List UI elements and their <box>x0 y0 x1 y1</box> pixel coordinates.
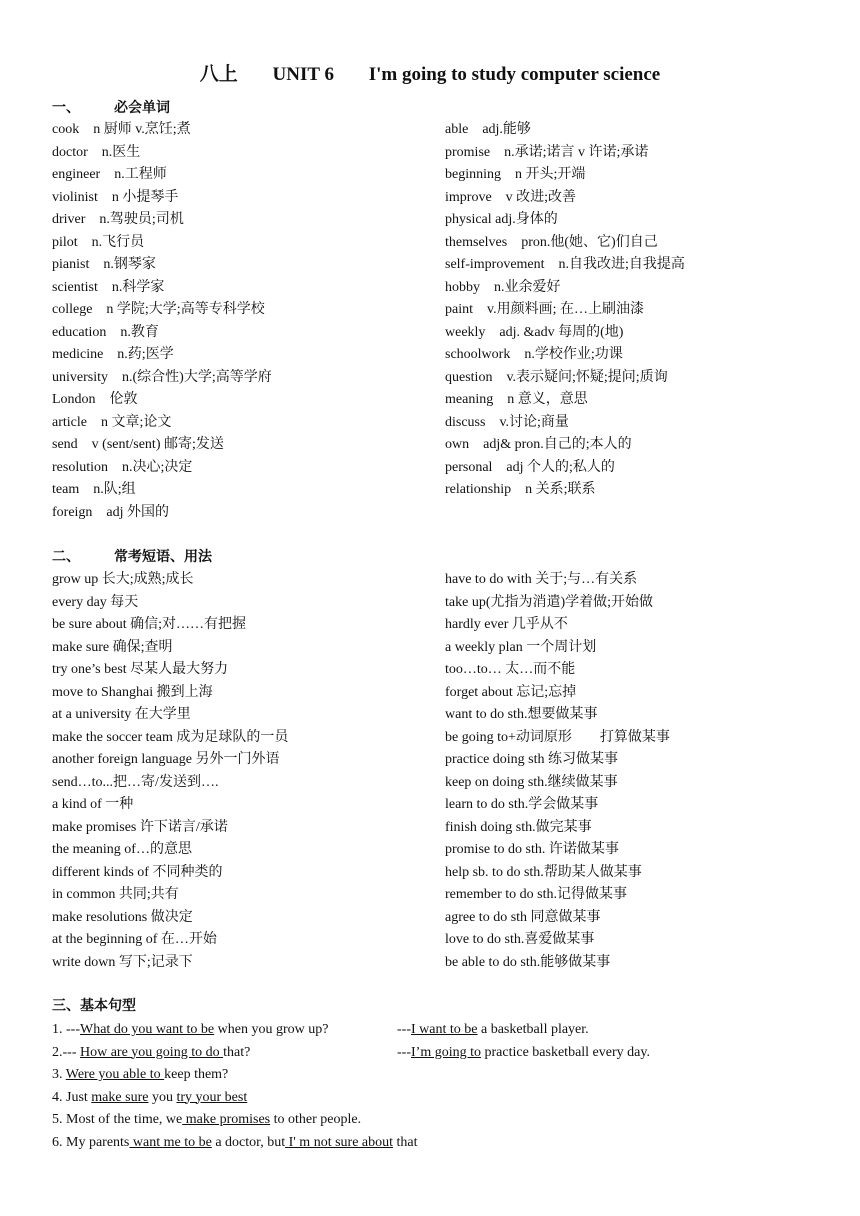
phrase-item: have to do with 关于;与…有关系 <box>445 572 638 587</box>
section1-left-column <box>52 119 442 524</box>
vocab-item: violinist n 小提琴手 <box>52 189 179 205</box>
title-unit: UNIT 6 <box>272 64 334 85</box>
phrase-item: make resolutions 做决定 <box>52 909 193 925</box>
phrase-item: agree to do sth 同意做某事 <box>445 909 601 925</box>
phrase-item: be going to+动词原形 打算做某事 <box>445 729 670 745</box>
s6-blank-2: I' m not sure about <box>285 1134 394 1150</box>
s4-blank-1: make sure <box>91 1089 149 1105</box>
vocab-item: beginning n 开头;开端 <box>445 167 586 182</box>
s2-text-1: that? <box>223 1044 251 1060</box>
s2-blank-2: I’m going to <box>411 1044 481 1060</box>
phrase-item: take up(尤指为消遣)学着做;开始做 <box>445 594 654 610</box>
vocab-item: doctor n.医生 <box>52 144 141 160</box>
phrase-item: hardly ever 几乎从不 <box>445 617 568 632</box>
s4-text-1: you <box>148 1089 177 1105</box>
s5-prefix: 5. Most of the time, we <box>52 1112 183 1127</box>
phrase-item: make sure 确保;查明 <box>52 639 173 655</box>
vocab-item: foreign adj 外国的 <box>52 504 170 520</box>
phrase-item: too…to… 太…而不能 <box>445 662 576 677</box>
vocab-item: improve v 改进;改善 <box>445 189 577 205</box>
vocab-item: pilot n.飞行员 <box>52 234 145 250</box>
s1-text-1: when you grow up? <box>214 1022 329 1037</box>
section2-right-column <box>445 569 855 974</box>
s3-text-1: keep them? <box>164 1067 229 1082</box>
phrase-item: keep on doing sth.继续做某事 <box>445 774 618 790</box>
sentence-3 <box>52 1064 418 1087</box>
sentence-5 <box>52 1109 418 1132</box>
phrase-item: forget about 忘记;忘掉 <box>445 684 577 700</box>
vocab-item: driver n.驾驶员;司机 <box>52 212 184 227</box>
vocab-item: send v (sent/sent) 邮寄;发送 <box>52 437 224 452</box>
s2-prefix: 2.--- <box>52 1044 80 1060</box>
vocab-item: hobby n.业余爱好 <box>445 279 561 295</box>
vocab-item: university n.(综合性)大学;高等学府 <box>52 369 272 385</box>
vocab-item: paint v.用颜料画; 在…上刷油漆 <box>445 302 644 317</box>
vocab-item: team n.队;组 <box>52 482 136 497</box>
vocab-item: medicine n.药;医学 <box>52 347 174 362</box>
section2-number: 二、 <box>52 550 80 565</box>
s6-text-2: that <box>393 1134 418 1150</box>
phrase-item: be able to do sth.能够做某事 <box>445 954 611 970</box>
s6-text-1: a doctor, but <box>211 1134 286 1150</box>
vocab-item: promise n.承诺;诺言 v 许诺;承诺 <box>445 144 649 160</box>
sentence-4 <box>52 1087 418 1110</box>
s4-prefix: 4. Just <box>52 1089 92 1105</box>
vocab-item: engineer n.工程师 <box>52 167 167 182</box>
page-title <box>0 62 860 88</box>
vocab-item: question v.表示疑问;怀疑;提问;质询 <box>445 369 668 385</box>
phrase-item: remember to do sth.记得做某事 <box>445 887 627 902</box>
phrase-item: promise to do sth. 许诺做某事 <box>445 842 619 857</box>
section2-title: 常考短语、用法 <box>114 550 212 565</box>
section1-number: 一、 <box>52 101 80 116</box>
vocab-item: education n.教育 <box>52 324 159 340</box>
phrase-item: another foreign language 另外一门外语 <box>52 752 280 767</box>
phrase-item: a kind of 一种 <box>52 797 134 812</box>
phrase-item: move to Shanghai 搬到上海 <box>52 684 213 700</box>
phrase-item: finish doing sth.做完某事 <box>445 819 592 835</box>
phrase-item: every day 每天 <box>52 594 139 610</box>
s5-text-1: to other people. <box>270 1112 362 1127</box>
phrase-item: the meaning of…的意思 <box>52 842 192 857</box>
s1-answer <box>397 1019 589 1042</box>
phrase-item: help sb. to do sth.帮助某人做某事 <box>445 864 642 880</box>
phrase-item: a weekly plan 一个周计划 <box>445 639 597 655</box>
vocab-item: scientist n.科学家 <box>52 279 165 295</box>
phrase-item: at a university 在大学里 <box>52 707 191 722</box>
phrase-item: love to do sth.喜爱做某事 <box>445 932 595 947</box>
s5-blank-1: make promises <box>182 1112 271 1127</box>
section2-heading <box>52 548 212 568</box>
title-topic: I'm going to study computer science <box>368 64 661 85</box>
section1-right-column <box>445 119 855 502</box>
section2-left-column <box>52 569 442 974</box>
vocab-item: self-improvement n.自我改进;自我提高 <box>445 257 685 272</box>
sentence-1 <box>52 1019 589 1042</box>
vocab-item: pianist n.钢琴家 <box>52 257 156 272</box>
s3-blank-1: Were you able to <box>65 1067 165 1082</box>
phrase-item: want to do sth.想要做某事 <box>445 707 598 722</box>
s2-text-2: practice basketball every day. <box>481 1044 650 1060</box>
s2-blank-1: How are you going to do <box>80 1044 224 1060</box>
vocab-item: discuss v.讨论;商量 <box>445 414 569 430</box>
phrase-item: different kinds of 不同种类的 <box>52 864 223 880</box>
phrase-item: at the beginning of 在…开始 <box>52 932 217 947</box>
s1-text-2: a basketball player. <box>477 1022 589 1037</box>
phrase-item: learn to do sth.学会做某事 <box>445 797 599 812</box>
phrase-item: grow up 长大;成熟;成长 <box>52 572 194 587</box>
vocab-item: relationship n 关系;联系 <box>445 482 596 497</box>
title-grade: 八上 <box>199 64 238 85</box>
vocab-item: own adj& pron.自己的;本人的 <box>445 437 632 452</box>
vocab-item: cook n 厨师 v.烹饪;煮 <box>52 122 191 137</box>
vocab-item: London 伦敦 <box>52 392 138 407</box>
section1-title: 必会单词 <box>114 101 170 116</box>
phrase-item: make promises 许下诺言/承诺 <box>52 819 228 835</box>
section1-heading <box>52 99 170 119</box>
s6-prefix: 6. My parents <box>52 1134 130 1150</box>
vocab-item: schoolwork n.学校作业;功课 <box>445 347 623 362</box>
vocab-item: college n 学院;大学;高等专科学校 <box>52 302 265 317</box>
vocab-item: themselves pron.他(她、它)们自己 <box>445 234 658 250</box>
phrase-item: write down 写下;记录下 <box>52 954 193 970</box>
vocab-item: weekly adj. &adv 每周的(地) <box>445 324 624 340</box>
s1-prefix: 1. --- <box>52 1022 80 1037</box>
sentence-list <box>52 1019 650 1154</box>
section3-heading: 三、基本句型 <box>52 999 136 1014</box>
vocab-item: meaning n 意义，意思 <box>445 392 588 407</box>
vocab-item: personal adj 个人的;私人的 <box>445 459 615 475</box>
vocab-item: resolution n.决心;决定 <box>52 459 193 475</box>
phrase-item: try one’s best 尽某人最大努力 <box>52 662 229 677</box>
s2-answer <box>397 1042 650 1065</box>
s2-answer-prefix: --- <box>397 1044 411 1060</box>
s1-blank-1: What do you want to be <box>80 1022 215 1037</box>
phrase-item: send…to...把…寄/发送到…. <box>52 774 219 790</box>
phrase-item: be sure about 确信;对……有把握 <box>52 617 247 632</box>
s3-prefix: 3. <box>52 1067 66 1082</box>
s1-answer-prefix: --- <box>397 1022 411 1037</box>
s1-blank-2: I want to be <box>411 1022 478 1037</box>
vocab-item: able adj.能够 <box>445 122 531 137</box>
s6-blank-1: want me to be <box>129 1134 212 1150</box>
phrase-item: in common 共同;共有 <box>52 887 179 902</box>
vocab-item: physical adj.身体的 <box>445 212 558 227</box>
sentence-2 <box>52 1042 650 1065</box>
s4-blank-2: try your best <box>176 1089 248 1105</box>
phrase-item: practice doing sth 练习做某事 <box>445 752 619 767</box>
sentence-6 <box>52 1132 418 1155</box>
vocab-item: article n 文章;论文 <box>52 414 172 430</box>
phrase-item: make the soccer team 成为足球队的一员 <box>52 729 289 745</box>
